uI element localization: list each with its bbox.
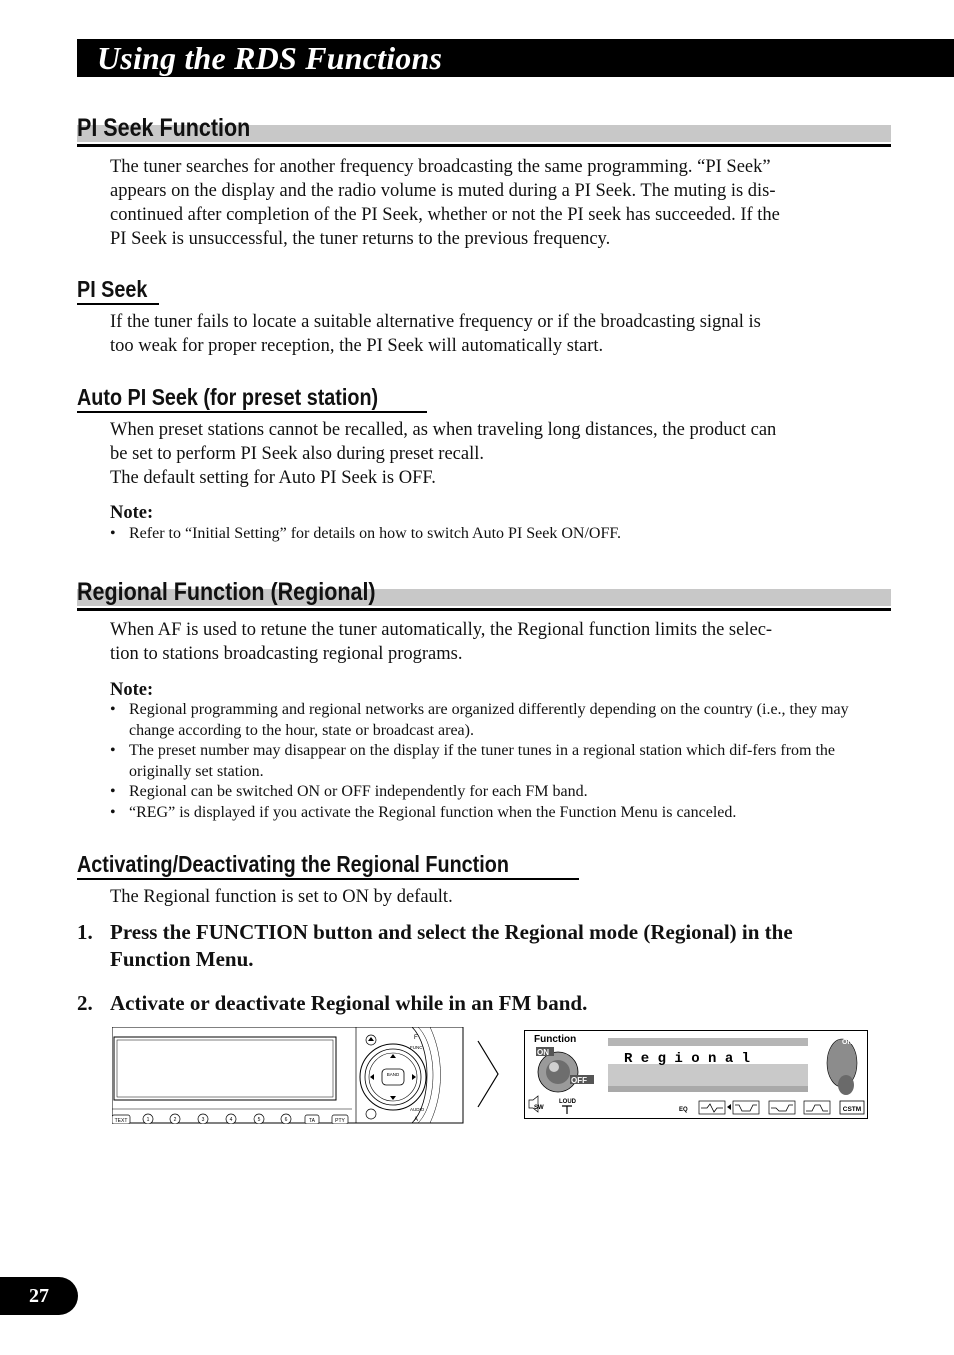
a-label: A: [414, 1117, 419, 1123]
preset-button-label: 6: [284, 1117, 288, 1123]
auto-pi-seek-body: [110, 418, 860, 490]
multi-control-icon: [360, 1044, 426, 1110]
subheading-auto-pi-seek: [77, 384, 427, 413]
pi-seek-function-body: [110, 155, 860, 251]
preset-button-label: 5: [257, 1117, 261, 1123]
preset-button-label: 3: [201, 1117, 205, 1123]
note-list: [110, 700, 850, 823]
text-line: continued after completion of the PI Seek, whether or not the PI seek has succeeded. If the: [110, 205, 780, 225]
preset-button-label: 1: [146, 1117, 150, 1123]
text-line: appears on the display and the radio volume is muted during a PI Seek. The muting is dis-: [110, 181, 776, 201]
note-item: • “REG” is displayed if you activate the Regional function when the Function Menu is canceled.: [110, 803, 850, 824]
detach-icon: [366, 1109, 376, 1119]
on-label: ON: [537, 1048, 549, 1057]
loud-label: LOUD: [559, 1099, 576, 1105]
text-line: The Regional function is set to ON by default.: [110, 887, 453, 907]
text-line: too weak for proper reception, the PI Seek will automatically start.: [110, 336, 604, 356]
subheading-text: Auto PI Seek (for preset station): [77, 384, 379, 410]
preset-button-label: TA: [308, 1118, 316, 1124]
activating-intro: [110, 885, 860, 909]
section-heading-regional-function: [77, 577, 891, 611]
audio-label: AUDIO: [410, 1107, 425, 1112]
subheading-activating-regional: [77, 851, 579, 880]
step-number: 2.: [77, 991, 93, 1015]
text-line: The tuner searches for another frequency broadcasting the same programming. “PI Seek”: [110, 157, 771, 177]
step-2: [77, 990, 877, 1017]
function-menu-label: Function: [534, 1034, 577, 1045]
eq-label: EQ: [679, 1107, 688, 1113]
chapter-banner: [77, 39, 954, 77]
preset-button-label: 4: [229, 1117, 233, 1123]
note-item: • Regional programming and regional networks are organized differently depending on the country (i.e., they may change according to the hour, state or broadcast area).: [110, 700, 850, 741]
note-item: • Regional can be switched ON or OFF independently for each FM band.: [110, 782, 850, 803]
page-number: 27: [0, 1277, 78, 1315]
display-illustration: [524, 1030, 868, 1119]
func-label: FUNC: [410, 1045, 423, 1050]
subheading-pi-seek: [77, 276, 159, 305]
subheading-text: PI Seek: [77, 276, 148, 302]
section-heading-pi-seek-function: [77, 113, 891, 147]
note-label: Note:: [110, 680, 154, 700]
preset-button-label: 2: [173, 1117, 177, 1123]
step-text: Press the FUNCTION button and select the Regional mode (Regional) in the Function Menu.: [110, 920, 793, 971]
section-title: PI Seek Function: [77, 114, 251, 142]
text-line: The default setting for Auto PI Seek is OFF.: [110, 468, 436, 488]
head-unit-illustration: [112, 1027, 464, 1124]
regional-function-body: [110, 618, 860, 666]
text-line: When preset stations cannot be recalled, as when traveling long distances, the product can: [110, 420, 777, 440]
step-1: [77, 919, 877, 973]
text-line: PI Seek is unsuccessful, the tuner returns to the previous frequency.: [110, 229, 611, 249]
arrow-right-icon: [476, 1040, 500, 1108]
off-label: OFF: [571, 1076, 587, 1085]
text-line: If the tuner fails to locate a suitable alternative frequency or if the broadcasting signal is: [110, 312, 761, 332]
section-title: Regional Function (Regional): [77, 578, 376, 606]
preset-button-label: PTY: [335, 1118, 345, 1124]
text-line: be set to perform PI Seek also during preset recall.: [110, 444, 484, 464]
text-line: When AF is used to retune the tuner automatically, the Regional function limits the selec-: [110, 620, 773, 640]
sw-label: SW: [534, 1105, 544, 1111]
preset-button-row: [112, 1114, 348, 1124]
f-label: F: [414, 1035, 418, 1041]
preset-button-label: TEXT: [114, 1118, 128, 1124]
step-text: Activate or deactivate Regional while in an FM band.: [110, 991, 588, 1015]
band-label: BAND: [386, 1072, 400, 1077]
subheading-text: Activating/Deactivating the Regional Function: [77, 851, 509, 877]
note-item: • The preset number may disappear on the display if the tuner tunes in a regional station which dif-fers from the originally set station.: [110, 741, 850, 782]
text-line: tion to stations broadcasting regional programs.: [110, 644, 463, 664]
step-number: 1.: [77, 920, 93, 944]
mode-text: R e g i o n a l: [624, 1051, 751, 1067]
note-list: [110, 524, 850, 545]
chapter-title: Using the RDS Functions: [97, 40, 443, 76]
note-label: Note:: [110, 503, 154, 523]
note-item: • Refer to “Initial Setting” for details on how to switch Auto PI Seek ON/OFF.: [110, 524, 850, 545]
cstm-label: CSTM: [842, 1106, 862, 1113]
pi-seek-body: [110, 310, 860, 358]
knob-on-label: ON: [842, 1039, 853, 1046]
